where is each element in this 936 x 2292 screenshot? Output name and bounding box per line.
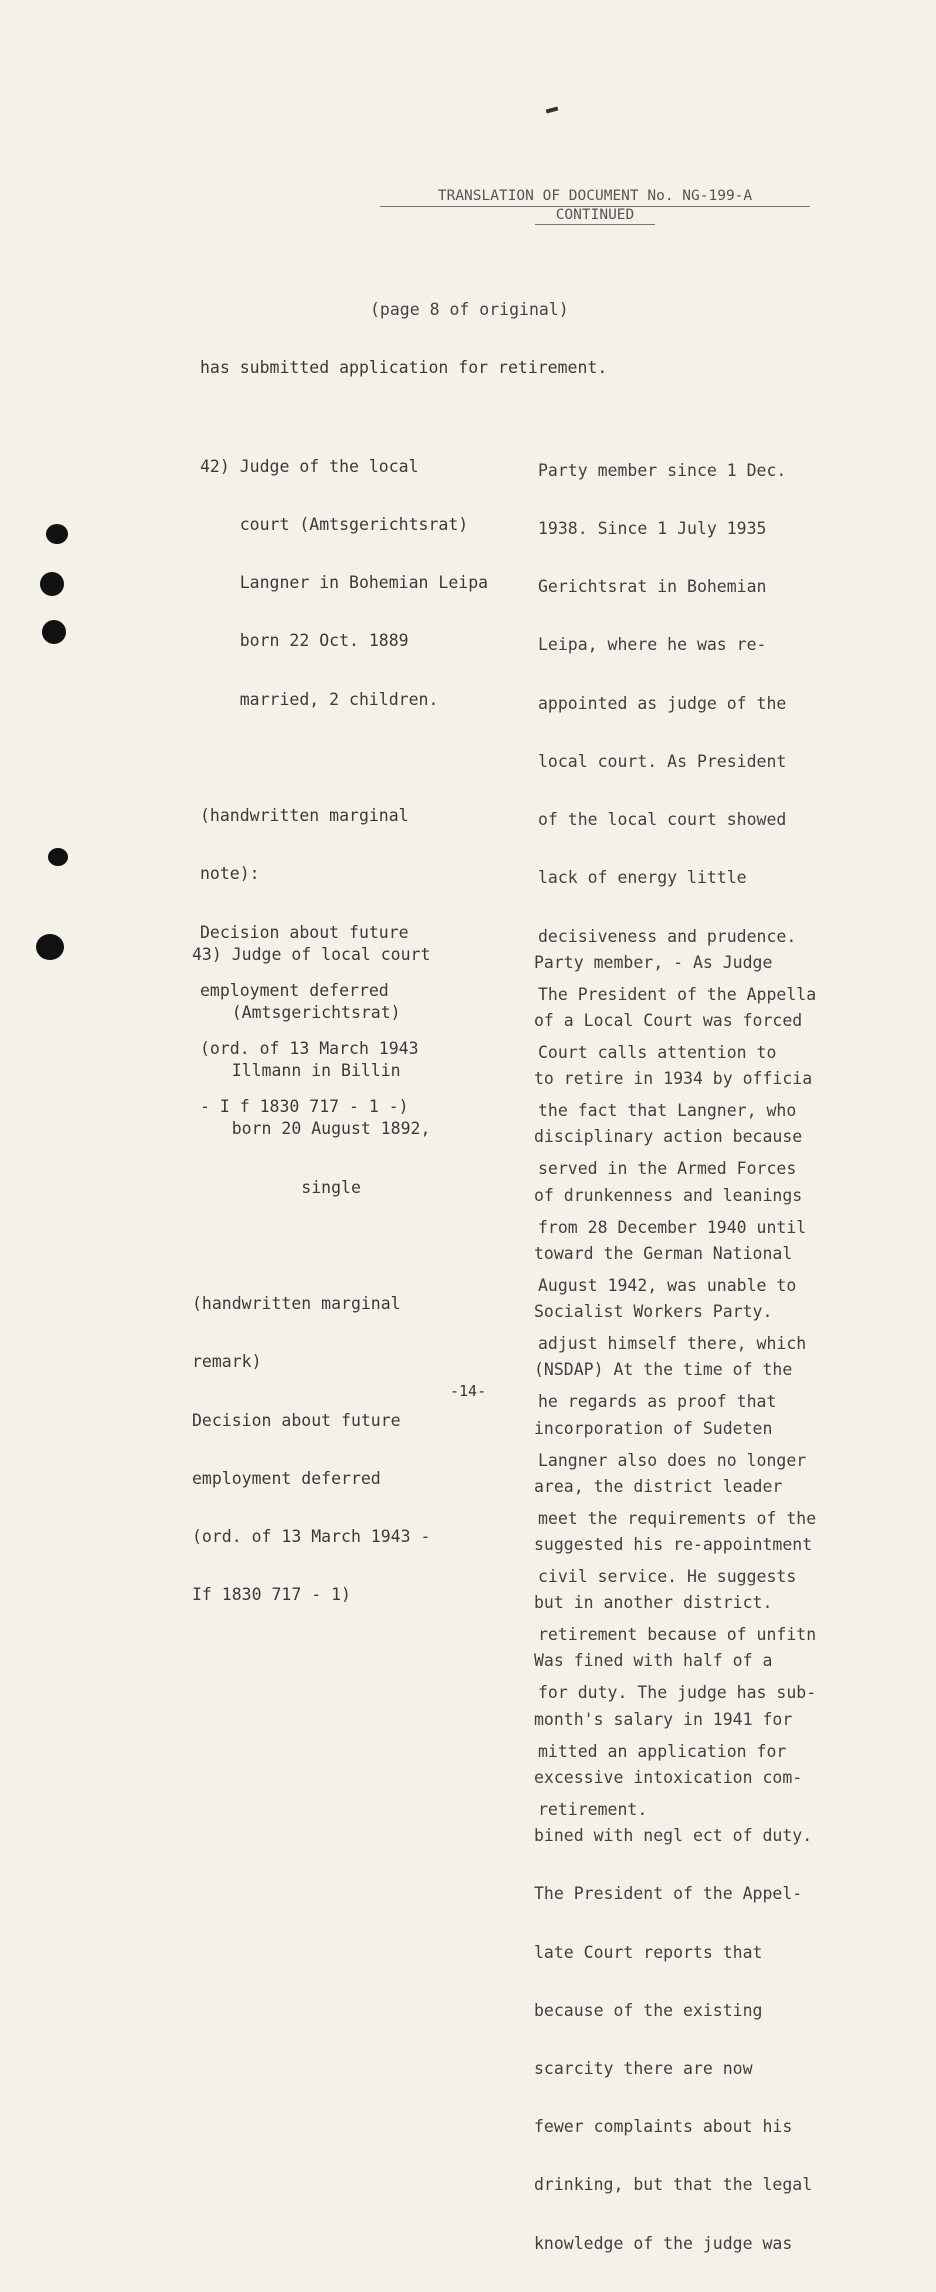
ink-mark xyxy=(546,107,559,114)
text-line: retirement because of unfitn xyxy=(538,1625,817,1645)
text-line: (ord. of 13 March 1943 xyxy=(200,1039,419,1058)
text-line: Langner in Bohemian Leipa xyxy=(200,573,489,593)
text-line: of a Local Court was forced xyxy=(534,1011,803,1031)
text-line: to retire in 1934 by officia xyxy=(534,1069,813,1089)
text-line: Decision about future xyxy=(200,922,409,942)
punch-hole xyxy=(42,620,66,644)
text-line: of drunkenness and leanings xyxy=(534,1185,803,1205)
text-line: Leipa, where he was re- xyxy=(538,635,767,655)
text-line: for duty. The judge has sub- xyxy=(538,1683,817,1703)
text-line: employment deferred xyxy=(192,1468,381,1488)
text-line: retirement. xyxy=(538,1799,648,1819)
page-note: (page 8 of original) xyxy=(370,300,569,319)
entry-43-details xyxy=(192,906,430,1643)
text-line: Gerichtsrat in Bohemian xyxy=(538,577,767,597)
text-line: born 22 Oct. 1889 xyxy=(200,631,409,651)
header-subtitle: CONTINUED xyxy=(535,207,655,225)
text-line: of the local court showed xyxy=(538,810,787,830)
text-line: because of the existing xyxy=(534,2000,763,2020)
text-line: bined with negl ect of duty. xyxy=(534,1826,813,1846)
text-line: The President of the Appel- xyxy=(534,1884,803,1904)
text-line: Decision about future xyxy=(192,1410,401,1430)
text-line: 43) Judge of local court xyxy=(192,944,431,964)
text-line: Was fined with half of a xyxy=(534,1651,773,1671)
text-line: drinking, but that the legal xyxy=(534,2175,813,2195)
text-line: Illmann in Billin xyxy=(192,1061,401,1081)
text-line: If 1830 717 - 1) xyxy=(192,1585,351,1605)
text-line: remark) xyxy=(192,1352,262,1372)
text-line: lack of energy little xyxy=(538,868,747,888)
text-line: note): xyxy=(200,864,260,884)
text-line: month's salary in 1941 for xyxy=(534,1709,793,1729)
text-line: appointed as judge of the xyxy=(538,693,787,713)
text-line: court (Amtsgerichtsrat) xyxy=(200,515,469,535)
text-line: but in another district. xyxy=(534,1593,773,1613)
entry-43-remarks xyxy=(534,914,812,2292)
text-line: disciplinary action because xyxy=(534,1127,803,1147)
text-line: Socialist Workers Party. xyxy=(534,1302,773,1322)
text-line: (ord. of 13 March 1943 - xyxy=(192,1527,431,1546)
text-line: toward the German National xyxy=(534,1243,793,1263)
text-line: (handwritten marginal xyxy=(192,1294,401,1314)
text-line: 1938. Since 1 July 1935 xyxy=(538,519,767,539)
text-line: Court calls attention to xyxy=(538,1043,777,1062)
text-line: employment deferred xyxy=(200,980,389,1000)
text-line: meet the requirements of the xyxy=(538,1508,817,1528)
text-line: the fact that Langner, who xyxy=(538,1101,797,1121)
text-line: married, 2 children. xyxy=(200,689,439,709)
text-line: suggested his re-appointment xyxy=(534,1535,813,1554)
text-line: The President of the Appella xyxy=(538,984,817,1004)
text-line: civil service. He suggests xyxy=(538,1566,797,1586)
text-line: from 28 December 1940 until xyxy=(538,1217,807,1237)
text-line: mitted an application for xyxy=(538,1741,787,1761)
text-line: August 1942, was unable to xyxy=(538,1275,797,1295)
text-line: born 20 August 1892, xyxy=(192,1119,431,1139)
page-number: -14- xyxy=(450,1382,487,1400)
text-line: 42) Judge of the local xyxy=(200,456,419,476)
text-line: adjust himself there, which xyxy=(538,1334,807,1354)
text-line: incorporation of Sudeten xyxy=(534,1418,773,1438)
text-line: (Amtsgerichtsrat) xyxy=(192,1003,401,1023)
text-line: served in the Armed Forces xyxy=(538,1159,797,1179)
intro-line: has submitted application for retirement. xyxy=(200,358,608,377)
punch-hole xyxy=(46,524,68,544)
text-line: scarcity there are now xyxy=(534,2058,753,2078)
text-line xyxy=(192,1236,430,1255)
punch-hole xyxy=(40,572,64,596)
text-line: knowledge of the judge was xyxy=(534,2233,793,2253)
text-line: he regards as proof that xyxy=(538,1392,777,1412)
text-line: (NSDAP) At the time of the xyxy=(534,1360,793,1380)
text-line: Party member, - As Judge xyxy=(534,952,773,972)
text-line: decisiveness and prudence. xyxy=(538,926,797,946)
punch-hole xyxy=(48,848,68,866)
text-line: area, the district leader xyxy=(534,1476,783,1496)
header-title: TRANSLATION OF DOCUMENT No. NG-199-A xyxy=(380,188,810,207)
text-line xyxy=(200,748,488,767)
text-line: - I f 1830 717 - 1 -) xyxy=(200,1097,409,1117)
text-line: (handwritten marginal xyxy=(200,806,409,826)
punch-hole xyxy=(36,934,64,960)
text-line: local court. As President xyxy=(538,751,787,771)
text-line: late Court reports that xyxy=(534,1942,763,1962)
document-header xyxy=(380,188,810,225)
text-line: Party member since 1 Dec. xyxy=(538,460,787,480)
text-line: excessive intoxication com- xyxy=(534,1767,803,1787)
text-line: single xyxy=(192,1177,361,1197)
text-line: Langner also does no longer xyxy=(538,1450,807,1470)
text-line: fewer complaints about his xyxy=(534,2117,793,2137)
